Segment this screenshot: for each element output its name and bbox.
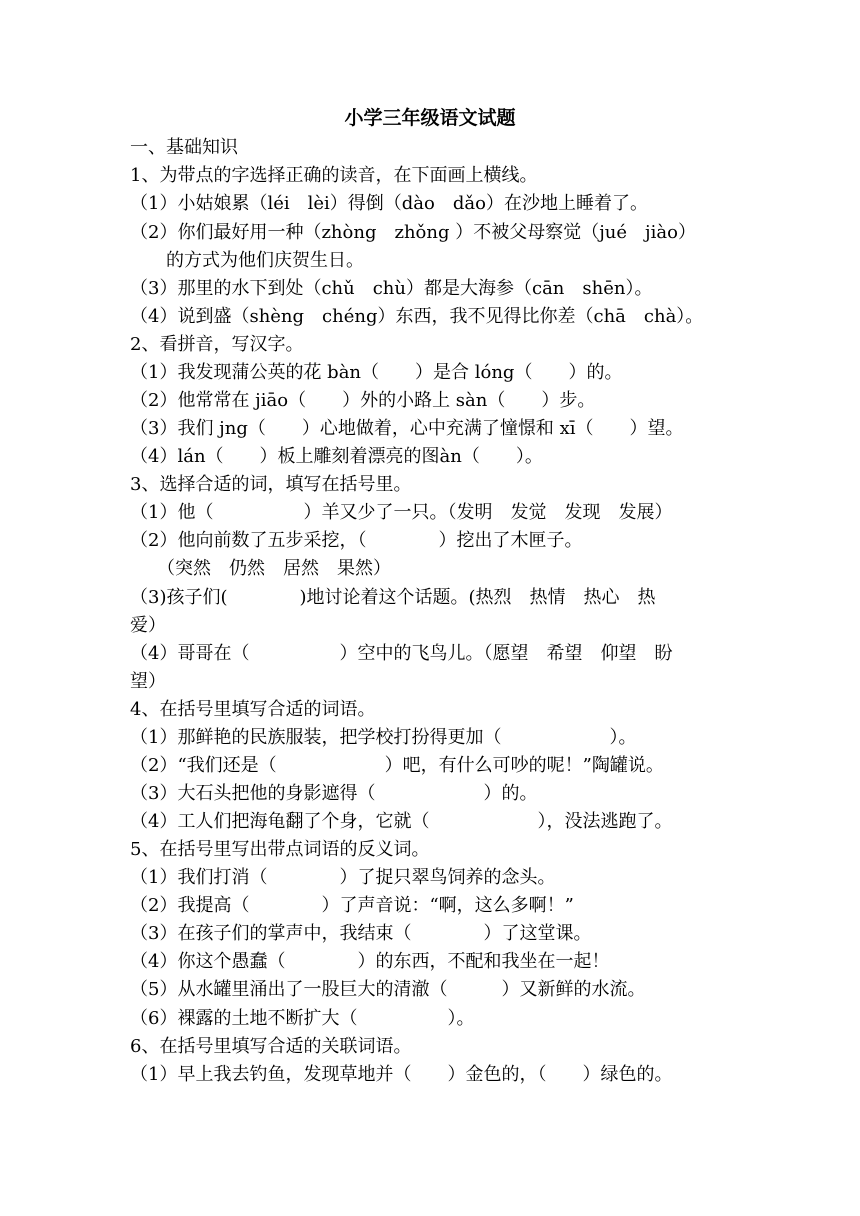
question-item: （4）哥哥在（ ）空中的飞鸟儿。（愿望 希望 仰望 盼	[130, 643, 673, 664]
question-item: （1）我们打消（ ）了捉只翠鸟饲养的念头。	[130, 867, 556, 888]
question-item: （4）说到盛（shèng chéng）东西，我不见得比你差（chā chà）。	[130, 306, 704, 327]
question-item: （4）你这个愚蠢（ ）的东西，不配和我坐在一起！	[130, 951, 610, 972]
question-item: （6）裸露的土地不断扩大（ ）。	[130, 1008, 475, 1029]
question-item-continued: 望）	[130, 671, 166, 692]
question-heading: 4、在括号里填写合适的词语。	[130, 699, 376, 720]
question-item: （2）他常常在 jiāo（ ）外的小路上 sàn（ ）步。	[130, 390, 596, 411]
page-title: 小学三年级语文试题	[344, 107, 516, 129]
question-item: （1）我发现蒲公英的花 bàn（ ）是合 lóng（ ）的。	[130, 362, 623, 383]
section-heading: 一、基础知识	[130, 137, 238, 158]
question-options: （突然 仍然 居然 果然）	[130, 558, 391, 579]
question-item: （1）那鲜艳的民族服装，把学校打扮得更加（ ）。	[130, 727, 637, 748]
question-item-continued: 的方式为他们庆贺生日。	[130, 250, 364, 271]
question-item: （3）那里的水下到处（chǔ chù）都是大海参（cān shēn）。	[130, 278, 653, 299]
question-heading: 5、在括号里写出带点词语的反义词。	[130, 839, 430, 860]
question-heading: 1、为带点的字选择正确的读音，在下面画上横线。	[130, 165, 538, 186]
question-item: （3)孩子们( )地讨论着这个话题。(热烈 热情 热心 热	[130, 587, 656, 608]
question-item: （3）我们 jng（ ）心地做着，心中充满了憧憬和 xī（ ）望。	[130, 418, 684, 439]
question-heading: 3、选择合适的词，填写在括号里。	[130, 474, 412, 495]
question-item: （1）他（ ）羊又少了一只。（发明 发觉 发现 发展）	[130, 502, 673, 523]
question-item: （1）小姑娘累（léi lèi）得倒（dào dǎo）在沙地上睡着了。	[130, 193, 648, 214]
question-item: （1）早上我去钓鱼，发现草地并（ ）金色的，（ ）绿色的。	[130, 1064, 673, 1085]
question-item: （2）你们最好用一种（zhòng zhǒng ）不被父母察觉（jué jiào）	[130, 222, 696, 243]
question-item: （2）“我们还是（ ）吧，有什么可吵的呢！”陶罐说。	[130, 755, 664, 776]
question-heading: 6、在括号里填写合适的关联词语。	[130, 1036, 412, 1057]
question-heading: 2、看拼音，写汉字。	[130, 334, 304, 355]
question-item: （2）他向前数了五步采挖，（ ）挖出了木匣子。	[130, 530, 583, 551]
question-item: （2）我提高（ ）了声音说：“啊，这么多啊！”	[130, 895, 574, 916]
question-item: （5）从水罐里涌出了一股巨大的清澈（ ）又新鲜的水流。	[130, 979, 646, 1000]
question-item-continued: 爱）	[130, 615, 166, 636]
question-item: （4）lán（ ）板上雕刻着漂亮的图àn（ ）。	[130, 446, 543, 467]
question-item: （3）在孩子们的掌声中，我结束（ ）了这堂课。	[130, 923, 592, 944]
question-item: （4）工人们把海龟翻了个身，它就（ ），没法逃跑了。	[130, 811, 673, 832]
question-item: （3）大石头把他的身影遮得（ ）的。	[130, 783, 538, 804]
